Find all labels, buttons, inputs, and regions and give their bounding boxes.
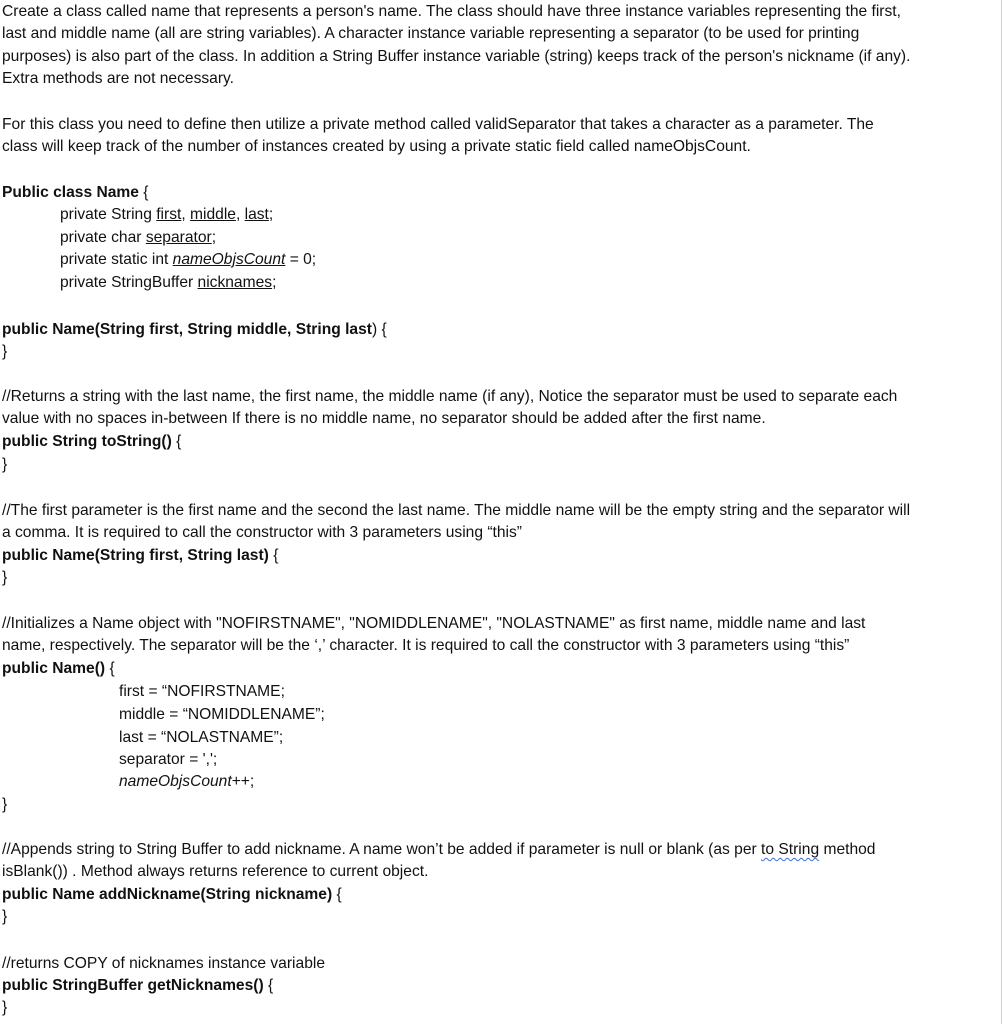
ctor3-close: } [2, 343, 8, 360]
addnick-signature: public Name addNickname(String nickname) { [2, 886, 342, 903]
field-separator-line: private char separator; [60, 229, 217, 246]
getnick-close: } [2, 999, 8, 1016]
spellcheck-squiggle: to String [761, 841, 820, 858]
intro-line: last and middle name (all are string variables). A character instance variable representing a separator (to be used for printing [2, 25, 860, 42]
ctor0-body-line: last = “NOLASTNAME”; [119, 729, 284, 746]
ctor2-close: } [2, 569, 8, 586]
ctor0-comment: name, respectively. The separator will be the ‘,’ character. It is required to call the constructor with 3 parameters using “this” [2, 637, 850, 654]
ctor0-body-line: separator = ','; [119, 751, 218, 768]
tostring-signature: public String toString() { [2, 433, 182, 450]
field-nicknames: nicknames [197, 274, 273, 291]
field-middle: middle [190, 206, 236, 223]
ctor0-body-line: middle = “NOMIDDLENAME”; [119, 706, 325, 723]
ctor0-body-counter: nameObjsCount++; [119, 773, 255, 790]
ctor2-comment: a comma. It is required to call the constructor with 3 parameters using “this” [2, 524, 522, 541]
ctor0-comment: //Initializes a Name object with "NOFIRSTNAME", "NOMIDDLENAME", "NOLASTNAME" as first name, middle name and last [2, 615, 866, 632]
paragraph-line: class will keep track of the number of instances created by using a private static field called nameObjsCount. [2, 138, 751, 155]
ctor2-signature: public Name(String first, String last) { [2, 547, 279, 564]
ctor2-comment: //The first parameter is the first name and the second the last name. The middle name will be the empty string and the separator will [2, 502, 911, 519]
ctor0-close: } [2, 796, 8, 813]
field-first: first [156, 206, 182, 223]
addnick-comment: //Appends string to String Buffer to add nickname. A name won’t be added if parameter is null or blank (as per to String method [2, 841, 876, 858]
ctor0-body-line: first = “NOFIRSTNAME; [119, 683, 285, 700]
intro-line: Create a class called name that represents a person's name. The class should have three instance variables representing the first, [2, 3, 901, 20]
class-header: Public class Name { [2, 184, 149, 201]
field-nicknames-line: private StringBuffer nicknames; [60, 274, 277, 291]
field-names-line: private String first, middle, last; [60, 206, 274, 223]
tostring-comment: value with no spaces in-between If there is no middle name, no separator should be added after the first name. [2, 410, 766, 427]
intro-line: purposes) is also part of the class. In addition a String Buffer instance variable (string) keeps track of the person's nickname (if any). [2, 48, 911, 65]
ctor0-signature: public Name() { [2, 660, 115, 677]
getnick-signature: public StringBuffer getNicknames() { [2, 977, 274, 994]
tostring-comment: //Returns a string with the last name, the first name, the middle name (if any), Notice the separator must be used to separate each [2, 388, 898, 405]
paragraph-line: For this class you need to define then utilize a private method called validSeparator that takes a character as a parameter. The [2, 116, 874, 133]
field-last: last [244, 206, 269, 223]
field-separator: separator [145, 229, 212, 246]
tostring-close: } [2, 456, 8, 473]
field-count-line: private static int nameObjsCount = 0; [60, 251, 317, 268]
addnick-close: } [2, 908, 8, 925]
getnick-comment: //returns COPY of nicknames instance variable [2, 955, 325, 972]
field-nameobjscount: nameObjsCount [172, 251, 286, 268]
intro-line: Extra methods are not necessary. [2, 70, 234, 87]
ctor3-signature: public Name(String first, String middle, String last) { [2, 321, 387, 338]
class-header-keyword: Public class Name [2, 184, 139, 201]
addnick-comment: isBlank()) . Method always returns reference to current object. [2, 863, 429, 880]
